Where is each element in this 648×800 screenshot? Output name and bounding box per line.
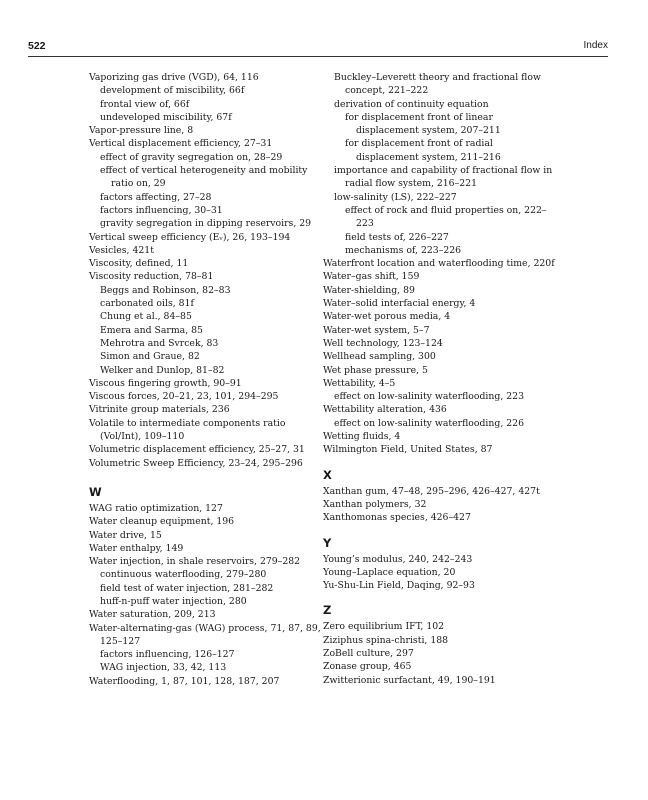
index-entry: Wettability alteration, 436 — [323, 404, 447, 416]
index-subentry: factors influencing, 126–127 — [100, 649, 235, 661]
index-subentry: carbonated oils, 81f — [100, 298, 194, 310]
index-entry: Young’s modulus, 240, 242–243 — [323, 553, 473, 565]
section-letter: X — [323, 467, 332, 482]
index-subentry: effect of rock and fluid properties on, 222–223 — [345, 204, 547, 230]
index-entry: Wettability, 4–5 — [323, 377, 396, 389]
section-letter: Z — [323, 603, 332, 618]
index-entry: Volumetric Sweep Efficiency, 23–24, 295–296 — [89, 457, 303, 469]
index-subentry: continuous waterflooding, 279–280 — [100, 569, 267, 581]
index-entry: Water–solid interfacial energy, 4 — [323, 298, 476, 310]
index-entry: Water saturation, 209, 213 — [89, 609, 216, 621]
index-entry: Volumetric displacement efficiency, 25–27, 31 — [89, 444, 305, 456]
section-letter: Y — [323, 535, 332, 550]
index-subentry: mechanisms of, 223–226 — [345, 244, 462, 256]
running-head: Index — [583, 40, 608, 51]
index-subentry: derivation of continuity equation — [334, 98, 489, 110]
index-subentry: Simon and Graue, 82 — [100, 351, 200, 363]
index-subentry: Emera and Sarma, 85 — [100, 324, 203, 336]
index-column-right — [323, 71, 555, 687]
index-subentry: Chung et al., 84–85 — [100, 311, 192, 323]
index-entry: Water enthalpy, 149 — [89, 542, 184, 554]
index-entry: Zonase group, 465 — [323, 661, 412, 673]
index-entry: Water-alternating-gas (WAG) process, 71, 87, 89, 125–127 — [89, 622, 321, 647]
index-entry: Viscosity, defined, 11 — [89, 258, 189, 270]
index-subentry: for displacement front of radial displacement system, 211–216 — [345, 138, 501, 163]
index-entry: Wetting fluids, 4 — [323, 431, 401, 443]
index-entry: WAG ratio optimization, 127 — [89, 502, 223, 514]
index-entry: Waterflooding, 1, 87, 101, 128, 187, 207 — [89, 675, 280, 687]
index-subentry: Welker and Dunlop, 81–82 — [100, 364, 225, 376]
index-entry: Vitrinite group materials, 236 — [89, 404, 230, 416]
index-entry: Xanthan gum, 47–48, 295–296, 426–427, 427t — [323, 485, 540, 497]
index-entry: Vesicles, 421t — [89, 244, 154, 256]
index-subentry: factors influencing, 30–31 — [100, 204, 223, 216]
index-entry: Wilmington Field, United States, 87 — [323, 444, 493, 456]
index-subentry: field test of water injection, 281–282 — [100, 582, 274, 594]
index-entry: Vaporizing gas drive (VGD), 64, 116 — [89, 72, 259, 83]
index-subentry: WAG injection, 33, 42, 113 — [100, 662, 227, 674]
index-entry: Viscous forces, 20–21, 23, 101, 294–295 — [89, 391, 279, 403]
index-entry: Wellhead sampling, 300 — [323, 351, 436, 363]
index-subentry: field tests of, 226–227 — [345, 231, 449, 243]
index-subentry: undeveloped miscibility, 67f — [100, 111, 232, 123]
index-entry: ZoBell culture, 297 — [323, 647, 414, 659]
index-subentry: huff-n-puff water injection, 280 — [100, 595, 247, 607]
index-entry: Zwitterionic surfactant, 49, 190–191 — [323, 674, 496, 686]
index-entry: Water-wet system, 5–7 — [323, 324, 430, 336]
index-subentry: effect of vertical heterogeneity and mobility ratio on, 29 — [100, 165, 308, 190]
index-subentry: Buckley–Leverett theory and fractional flow concept, 221–222 — [334, 72, 541, 97]
index-entry: Water–gas shift, 159 — [323, 271, 420, 283]
index-entry: Water-shielding, 89 — [323, 284, 415, 296]
index-entry: Wet phase pressure, 5 — [323, 364, 428, 376]
index-entry: Zero equilibrium IFT, 102 — [323, 621, 445, 633]
index-subentry: effect of gravity segregation on, 28–29 — [100, 151, 283, 163]
index-column-left — [89, 71, 321, 688]
index-subentry: frontal view of, 66f — [100, 98, 190, 110]
index-entry: Young–Laplace equation, 20 — [323, 566, 456, 578]
index-entry: Yu-Shu-Lin Field, Daqing, 92–93 — [323, 580, 475, 592]
index-subentry: effect on low-salinity waterflooding, 223 — [334, 391, 524, 403]
index-entry: Vertical displacement efficiency, 27–31 — [89, 138, 273, 150]
index-entry: Viscous fingering growth, 90–91 — [89, 377, 242, 389]
page-number: 522 — [28, 40, 46, 52]
index-subentry: development of miscibility, 66f — [100, 85, 245, 97]
index-entry: Water-wet porous media, 4 — [323, 311, 451, 323]
index-subentry: factors affecting, 27–28 — [100, 191, 212, 203]
index-subentry: low-salinity (LS), 222–227 — [334, 191, 457, 203]
index-subentry: Beggs and Robinson, 82–83 — [100, 284, 231, 296]
index-entry: Well technology, 123–124 — [323, 337, 443, 349]
index-entry: Ziziphus spina-christi, 188 — [323, 634, 449, 646]
index-subentry: Mehrotra and Svrcek, 83 — [100, 337, 219, 349]
index-entry: Vertical sweep efficiency (Eᵥ), 26, 193–194 — [89, 231, 291, 243]
index-subentry: importance and capability of fractional flow in radial flow system, 216–221 — [334, 165, 553, 190]
index-subentry: gravity segregation in dipping reservoirs, 29 — [100, 218, 312, 230]
index-entry: Xanthan polymers, 32 — [323, 498, 427, 510]
index-entry: Water cleanup equipment, 196 — [89, 516, 235, 528]
index-entry: Waterfront location and waterflooding time, 220f — [323, 258, 555, 270]
index-entry: Water injection, in shale reservoirs, 279–282 — [89, 556, 301, 568]
index-subentry: effect on low-salinity waterflooding, 226 — [334, 417, 524, 429]
section-letter: W — [89, 484, 102, 499]
index-subentry: for displacement front of linear displacement system, 207–211 — [345, 111, 501, 137]
page-header — [28, 40, 608, 57]
index-entry: Vapor-pressure line, 8 — [89, 125, 194, 137]
index-entry: Xanthomonas species, 426–427 — [323, 512, 471, 524]
index-entry: Viscosity reduction, 78–81 — [89, 271, 214, 283]
index-entry: Water drive, 15 — [89, 529, 162, 541]
index-entry: Volatile to intermediate components ratio (Vol/Int), 109–110 — [89, 417, 286, 443]
